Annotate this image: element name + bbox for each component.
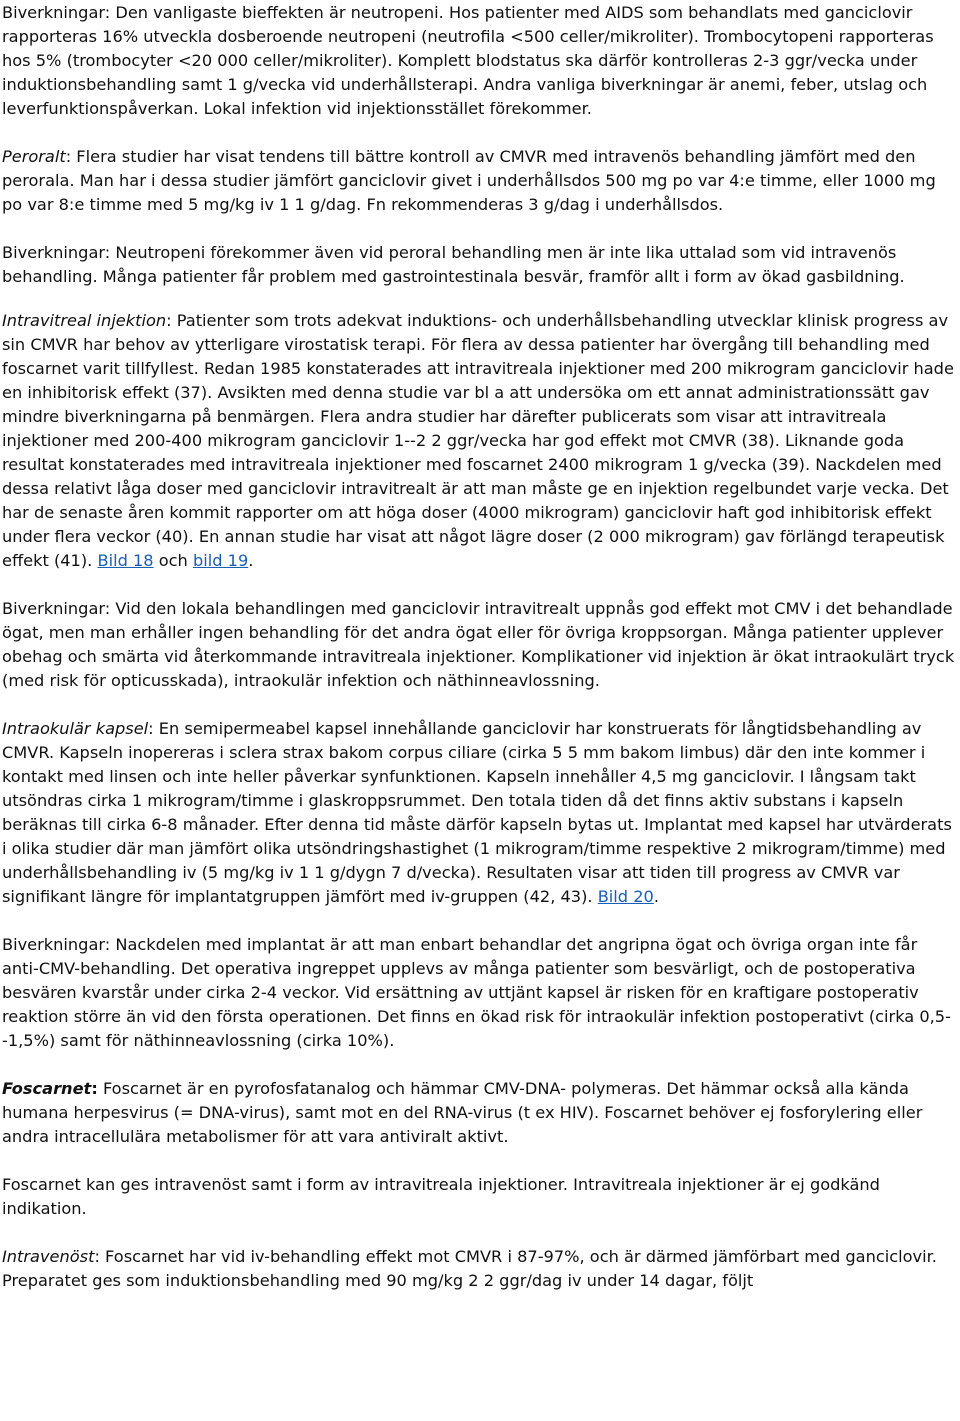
text-intraokular-kapsel: : En semipermeabel kapsel innehållande ganciclovir har konstruerats för långtidsbehandling av CMVR. Kapseln inopereras i sclera strax bakom corpus ciliare (cirka 5 5 mm bakom limbus) där den inte kommer i kontakt med linsen och inte heller påverkar synfunktionen. Kapseln innehåller 4,5 mg ganciclovir. I långsam takt utsöndras cirka 1 mikrogram/timme i glaskroppsrummet. Den totala tiden då det finns aktiv substans i kapseln beräknas till cirka 6-8 månader. Efter denna tid måste därför kapseln bytas ut. Implantat med kapsel har utvärderats i olika studier där man jämfört olika utsöndringshastighet (1 mikrogram/timme respektive 2 mikrogram/timme) med underhållsbehandling iv (5 mg/kg iv 1 1 g/dygn 7 d/vecka). Resultaten visar att tiden till progress av CMVR var signifikant längre för implantatgruppen jämfört med iv-gruppen (42, 43). bbox=[2, 719, 952, 906]
text-intravitreal-injektion: : Patienter som trots adekvat induktions- och underhållsbehandling utvecklar klinisk progress av sin CMVR har behov av ytterligare virostatisk terapi. För flera av dessa patienter har övergång till behandling med foscarnet varit tillfyllest. Redan 1985 konstaterades att intravitreala injektioner med 200 mikrogram ganciclovir hade en inhibitorisk effekt (37). Avsikten med denna studie var bl a att undersöka om ett annat administrationssätt gav mindre biverkningarna på benmärgen. Flera andra studier har därefter publicerats som visar att intravitreala injektioner med 200-400 mikrogram ganciclovir 1--2 2 ggr/vecka har god effekt mot CMVR (38). Liknande goda resultat konstaterades med intravitreala injektioner med foscarnet 2400 mikrogram 1 g/vecka (39). Nackdelen med dessa relativt låga doser med ganciclovir intravitrealt är att man måste ge en injektion regelbundet varje vecka. Det har de senaste åren kommit rapporter om att höga doser (4000 mikrogram) ganciclovir haft god inhibitorisk effekt under flera veckor (40). En annan studie har visat att något lägre doser (2 000 mikrogram) gav förlängd terapeutisk effekt (41). bbox=[2, 311, 954, 570]
paragraph-biverkningar-neutropeni: Biverkningar: Den vanligaste bieffekten är neutropeni. Hos patienter med AIDS som behandlats med ganciclovir rapporteras 16% utveckla dosberoende neutropeni (neutrofila <500 celler/mikroliter). Trombocytopeni rapporteras hos 5% (trombocyter <20 000 celler/mikroliter). Komplett blodstatus ska därför kontrolleras 2-3 ggr/vecka under induktionsbehandling samt 1 g/vecka vid underhållsterapi. Andra vanliga biverkningar är anemi, feber, utslag och leverfunktionspåverkan. Lokal infektion vid injektionsstället förekommer. bbox=[2, 3, 934, 118]
label-peroralt: Peroralt bbox=[2, 147, 66, 166]
label-intraokular-kapsel: Intraokulär kapsel bbox=[2, 719, 149, 738]
text-foscarnet: Foscarnet är en pyrofosfatanalog och hämmar CMV-DNA- polymeras. Det hämmar också alla kända humana herpesvirus (= DNA-virus), samt mot en del RNA-virus (t ex HIV). Foscarnet behöver ej fosforylering eller andra intracellulära metabolismer för att vara antiviralt aktivt. bbox=[2, 1079, 923, 1146]
text-och: och bbox=[153, 551, 193, 570]
link-bild-18[interactable]: Bild 18 bbox=[97, 551, 154, 570]
paragraph-intraokular-kapsel bbox=[2, 717, 958, 909]
paragraph-foscarnet bbox=[2, 1077, 958, 1149]
paragraph-foscarnet-administration: Foscarnet kan ges intravenöst samt i form av intravitreala injektioner. Intravitreala injektioner är ej godkänd indikation. bbox=[2, 1175, 880, 1218]
paragraph-biverkningar-implantat: Biverkningar: Nackdelen med implantat är att man enbart behandlar det angripna ögat och övriga organ inte får anti-CMV-behandling. Det operativa ingreppet upplevs av många patienter som besvärligt, och de postoperativa besvären kvarstår under cirka 2-4 veckor. Vid ersättning av uttjänt kapsel är risken för en kraftigare postoperativ reaktion större än vid den första operationen. Det finns en ökad risk för intraokulär infektion postoperativt (cirka 0,5--1,5%) samt för näthinneavlossning (cirka 10%). bbox=[2, 935, 951, 1050]
link-bild-19[interactable]: bild 19 bbox=[192, 551, 249, 570]
label-foscarnet-colon: : bbox=[91, 1079, 98, 1098]
label-intravenost: Intravenöst bbox=[2, 1247, 95, 1266]
text-intravenost: : Foscarnet har vid iv-behandling effekt mot CMVR i 87-97%, och är därmed jämförbart med ganciclovir. Preparatet ges som induktionsbehandling med 90 mg/kg 2 2 ggr/dag iv under 14 dagar, följt bbox=[2, 1247, 937, 1290]
paragraph-intravenost bbox=[2, 1245, 958, 1293]
paragraph-biverkningar-intravitreal: Biverkningar: Vid den lokala behandlingen med ganciclovir intravitrealt uppnås god effekt mot CMV i det behandlade ögat, men man erhåller ingen behandling för det andra ögat eller för övriga kroppsorgan. Många patienter upplever obehag och smärta vid återkommande intravitreala injektioner. Komplikationer vid injektion är ökat intraokulärt tryck (med risk för opticusskada), intraokulär infektion och näthinneavlossning. bbox=[2, 599, 955, 690]
text-period: . bbox=[653, 887, 659, 906]
text-peroralt: : Flera studier har visat tendens till bättre kontroll av CMVR med intravenös behandling jämfört med den perorala. Man har i dessa studier jämfört ganciclovir givet i underhållsdos 500 mg po var 4:e timme, eller 1000 mg po var 8:e timme med 5 mg/kg iv 1 1 g/dag. Fn rekommenderas 3 g/dag i underhållsdos. bbox=[2, 147, 936, 214]
paragraph-biverkningar-peroral: Biverkningar: Neutropeni förekommer även vid peroral behandling men är inte lika uttalad som vid intravenös behandling. Många patienter får problem med gastrointestinala besvär, framför allt i form av ökad gasbildning. bbox=[2, 243, 905, 286]
paragraph-peroralt bbox=[2, 145, 958, 217]
text-period: . bbox=[248, 551, 254, 570]
label-intravitreal-injektion: Intravitreal injektion bbox=[2, 311, 167, 330]
label-foscarnet: Foscarnet bbox=[2, 1079, 92, 1098]
paragraph-intravitreal-injektion bbox=[2, 309, 958, 573]
link-bild-20[interactable]: Bild 20 bbox=[597, 887, 654, 906]
